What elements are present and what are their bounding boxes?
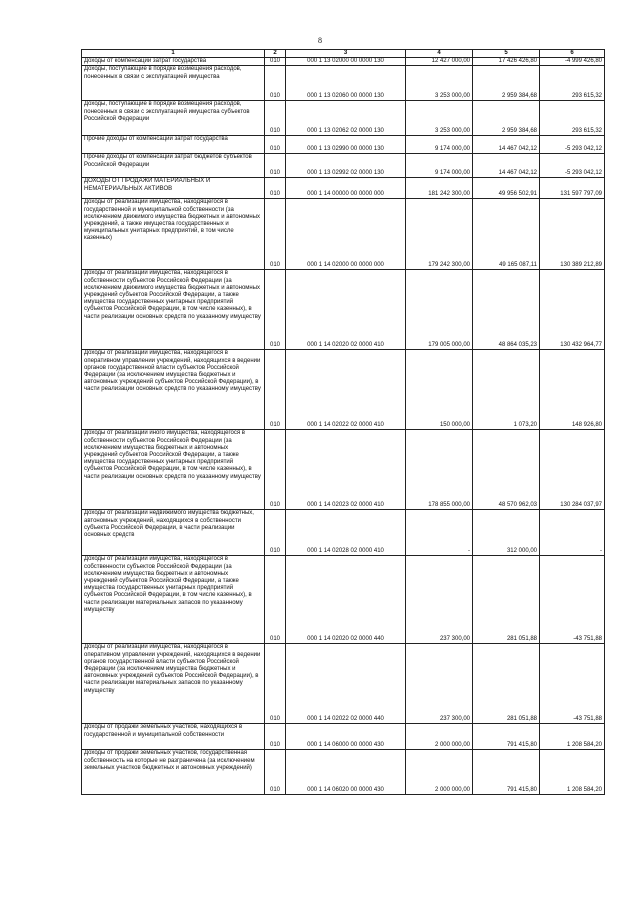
row-unexecuted-amount: 130 432 964,77 <box>560 342 602 349</box>
row-kbk-code-cell <box>286 178 406 199</box>
row-approved-amount-cell <box>406 270 473 350</box>
row-code: 010 <box>269 146 280 153</box>
row-executed-amount-cell <box>473 270 540 350</box>
row-kbk-code-cell <box>286 556 406 644</box>
row-kbk-code-cell <box>286 644 406 724</box>
row-description: Доходы от реализации имущества, находящегося в оперативном управлении учреждений, находящихся в ведении органов государственной власти субъектов Российской Федерации (за исключением имущества бюджетных и автономных учреждений субъектов Российской Федерации), в части реализации материальных запасов по указанному имуществу <box>84 644 261 694</box>
row-kbk-code: 000 1 14 02020 02 0000 410 <box>307 342 384 349</box>
row-kbk-code-cell <box>286 724 406 750</box>
row-unexecuted-amount-cell <box>540 101 605 136</box>
row-executed-amount-cell <box>473 58 540 66</box>
row-approved-amount-cell <box>406 58 473 66</box>
row-approved-amount: 2 000 000,00 <box>434 742 470 749</box>
row-code: 010 <box>269 58 280 65</box>
row-description: Доходы от реализации имущества, находящегося в собственности субъектов Российской Федерации (за исключением движимого имущества бюджетных и автономных учреждений субъектов Российской Федерации, а также имущества государственных унитарных предприятий субъектов Российской Федерации, в том числе казенных), в части реализации основных средств по указанному имуществу <box>84 270 261 320</box>
table-row <box>82 510 605 556</box>
row-executed-amount-cell <box>473 101 540 136</box>
row-code-cell <box>265 644 286 724</box>
row-approved-amount-cell <box>406 644 473 724</box>
row-unexecuted-amount: -5 293 042,12 <box>564 146 602 153</box>
row-kbk-code-cell <box>286 510 406 556</box>
row-unexecuted-amount-cell <box>540 58 605 66</box>
row-executed-amount-cell <box>473 154 540 178</box>
row-approved-amount-cell <box>406 350 473 430</box>
row-unexecuted-amount-cell <box>540 66 605 101</box>
row-kbk-code: 000 1 13 02990 00 0000 130 <box>307 146 384 153</box>
column-header: 1 <box>82 50 265 58</box>
row-description-cell <box>82 58 265 66</box>
row-unexecuted-amount-cell <box>540 350 605 430</box>
column-header: 6 <box>540 50 605 58</box>
row-code: 010 <box>269 548 280 555</box>
row-executed-amount: 14 467 042,12 <box>498 146 537 153</box>
row-kbk-code: 000 1 13 02062 02 0000 130 <box>307 128 384 135</box>
row-code: 010 <box>269 342 280 349</box>
row-approved-amount: 178 855 000,00 <box>428 502 470 509</box>
row-kbk-code-cell <box>286 430 406 510</box>
table-body <box>82 50 605 795</box>
row-approved-amount: 150 000,00 <box>439 422 470 429</box>
row-kbk-code-cell <box>286 154 406 178</box>
header-row <box>82 50 605 58</box>
row-description-cell <box>82 136 265 154</box>
row-unexecuted-amount: 131 597 797,09 <box>560 191 602 198</box>
row-approved-amount-cell <box>406 724 473 750</box>
row-unexecuted-amount: -5 293 042,12 <box>564 170 602 177</box>
row-code-cell <box>265 430 286 510</box>
row-approved-amount-cell <box>406 510 473 556</box>
row-description-cell <box>82 199 265 270</box>
row-approved-amount: 237 300,00 <box>439 716 470 723</box>
row-code-cell <box>265 750 286 795</box>
row-code-cell <box>265 724 286 750</box>
row-executed-amount: 2 959 384,68 <box>501 128 537 135</box>
row-approved-amount: 237 300,00 <box>439 636 470 643</box>
row-approved-amount: 2 000 000,00 <box>434 787 470 794</box>
row-unexecuted-amount-cell <box>540 750 605 795</box>
table-row <box>82 270 605 350</box>
row-description: Доходы, поступающие в порядке возмещения расходов, понесенных в связи с эксплуатацией имущества <box>84 66 242 80</box>
row-code: 010 <box>269 787 280 794</box>
row-approved-amount-cell <box>406 178 473 199</box>
row-code-cell <box>265 154 286 178</box>
row-kbk-code-cell <box>286 101 406 136</box>
table-row <box>82 178 605 199</box>
row-approved-amount: 9 174 000,00 <box>434 146 470 153</box>
row-code-cell <box>265 66 286 101</box>
row-description-cell <box>82 270 265 350</box>
row-code-cell <box>265 58 286 66</box>
row-approved-amount-cell <box>406 66 473 101</box>
row-executed-amount-cell <box>473 350 540 430</box>
row-description: Прочие доходы от компенсации затрат государства <box>84 136 228 143</box>
row-code: 010 <box>269 170 280 177</box>
revenue-table <box>81 49 605 795</box>
row-kbk-code: 000 1 14 02020 02 0000 440 <box>307 636 384 643</box>
row-code: 010 <box>269 716 280 723</box>
row-description: Доходы от реализации недвижимого имущества бюджетных, автономных учреждений, находящихся в собственности субъекта Российской Федерации, в части реализации основных средств <box>84 510 254 539</box>
row-executed-amount: 2 959 384,68 <box>501 93 537 100</box>
table-row <box>82 101 605 136</box>
row-kbk-code-cell <box>286 58 406 66</box>
row-unexecuted-amount: 1 208 584,20 <box>566 787 602 794</box>
row-unexecuted-amount-cell <box>540 644 605 724</box>
row-code: 010 <box>269 191 280 198</box>
row-description-cell <box>82 154 265 178</box>
table-row <box>82 724 605 750</box>
row-kbk-code: 000 1 14 06020 00 0000 430 <box>307 787 384 794</box>
row-kbk-code-cell <box>286 270 406 350</box>
row-description: Доходы, поступающие в порядке возмещения расходов, понесенных в связи с эксплуатацией имущества субъектов Российской Федерации <box>84 101 250 122</box>
row-unexecuted-amount: 293 615,32 <box>571 128 602 135</box>
row-unexecuted-amount: 148 926,80 <box>571 422 602 429</box>
row-unexecuted-amount: 130 284 037,97 <box>560 502 602 509</box>
column-header: 3 <box>286 50 406 58</box>
row-code-cell <box>265 350 286 430</box>
row-executed-amount-cell <box>473 178 540 199</box>
row-unexecuted-amount: -43 751,88 <box>573 636 602 643</box>
row-executed-amount-cell <box>473 510 540 556</box>
row-description: ДОХОДЫ ОТ ПРОДАЖИ МАТЕРИАЛЬНЫХ И НЕМАТЕРИАЛЬНЫХ АКТИВОВ <box>84 178 211 192</box>
row-unexecuted-amount-cell <box>540 154 605 178</box>
row-description-cell <box>82 430 265 510</box>
row-approved-amount: - <box>468 548 470 555</box>
row-kbk-code: 000 1 13 02000 00 0000 130 <box>307 58 384 65</box>
row-kbk-code-cell <box>286 350 406 430</box>
row-code: 010 <box>269 93 280 100</box>
row-kbk-code: 000 1 14 02022 02 0000 410 <box>307 422 384 429</box>
row-unexecuted-amount: 130 389 212,89 <box>560 262 602 269</box>
row-executed-amount-cell <box>473 66 540 101</box>
row-description: Прочие доходы от компенсации затрат бюджетов субъектов Российской Федерации <box>84 154 252 168</box>
row-unexecuted-amount-cell <box>540 724 605 750</box>
row-unexecuted-amount: 1 208 584,20 <box>566 742 602 749</box>
row-description-cell <box>82 644 265 724</box>
row-approved-amount-cell <box>406 136 473 154</box>
row-kbk-code-cell <box>286 66 406 101</box>
table-row <box>82 430 605 510</box>
row-unexecuted-amount-cell <box>540 510 605 556</box>
table-row <box>82 154 605 178</box>
row-kbk-code: 000 1 14 02022 02 0000 440 <box>307 716 384 723</box>
row-unexecuted-amount: -43 751,88 <box>573 716 602 723</box>
row-kbk-code-cell <box>286 136 406 154</box>
table-row <box>82 556 605 644</box>
row-executed-amount: 48 570 962,03 <box>498 502 537 509</box>
row-unexecuted-amount: 293 615,32 <box>571 93 602 100</box>
row-code-cell <box>265 270 286 350</box>
row-unexecuted-amount-cell <box>540 556 605 644</box>
row-kbk-code: 000 1 14 02023 02 0000 410 <box>307 502 384 509</box>
row-code-cell <box>265 136 286 154</box>
row-executed-amount: 312 000,00 <box>506 548 537 555</box>
row-approved-amount-cell <box>406 199 473 270</box>
row-description-cell <box>82 66 265 101</box>
column-header: 4 <box>406 50 473 58</box>
row-kbk-code: 000 1 14 02000 00 0000 000 <box>307 262 384 269</box>
row-description: Доходы от реализации имущества, находящегося в собственности субъектов Российской Федерации (за исключением имущества бюджетных и автономных учреждений субъектов Российской Федерации, а также имущества государственных унитарных предприятий субъектов Российской Федерации, в том числе казенных), в части реализации материальных запасов по указанному имуществу <box>84 556 252 613</box>
row-executed-amount: 14 467 042,12 <box>498 170 537 177</box>
row-unexecuted-amount: -4 999 426,80 <box>564 58 602 65</box>
row-description: Доходы от реализации имущества, находящегося в оперативном управлении учреждений, находящихся в ведении органов государственной власти субъектов Российской Федерации (за исключением имущества бюджетных и автономных учреждений субъектов Российской Федерации), в части реализации основных средств по указанному имуществу <box>84 350 261 393</box>
row-description-cell <box>82 724 265 750</box>
row-description: Доходы от продажи земельных участков, находящихся в государственной и муниципальной собственности <box>84 724 243 738</box>
row-executed-amount-cell <box>473 430 540 510</box>
row-code: 010 <box>269 636 280 643</box>
row-executed-amount-cell <box>473 644 540 724</box>
row-kbk-code: 000 1 14 00000 00 0000 000 <box>307 191 384 198</box>
row-code-cell <box>265 101 286 136</box>
row-unexecuted-amount-cell <box>540 430 605 510</box>
row-executed-amount: 48 864 035,23 <box>498 342 537 349</box>
row-description: Доходы от продажи земельных участков, государственная собственность на которые не разграничена (за исключением земельных участков бюджетных и автономных учреждений) <box>84 750 255 771</box>
row-executed-amount-cell <box>473 750 540 795</box>
row-code-cell <box>265 556 286 644</box>
row-kbk-code-cell <box>286 199 406 270</box>
row-executed-amount: 49 956 502,91 <box>498 191 537 198</box>
row-code: 010 <box>269 502 280 509</box>
row-executed-amount: 281 051,88 <box>506 716 537 723</box>
row-executed-amount-cell <box>473 724 540 750</box>
table-row <box>82 66 605 101</box>
row-unexecuted-amount-cell <box>540 178 605 199</box>
table-row <box>82 350 605 430</box>
row-executed-amount-cell <box>473 136 540 154</box>
row-kbk-code-cell <box>286 750 406 795</box>
row-description: Доходы от реализации иного имущества, находящегося в собственности субъектов Российской Федерации (за исключением имущества бюджетных и автономных учреждений субъектов Российской Федерации, а также имущества государственных унитарных предприятий субъектов Российской Федерации, в том числе казенных), в части реализации основных средств по указанному имуществу <box>84 430 261 480</box>
row-approved-amount-cell <box>406 430 473 510</box>
row-description-cell <box>82 350 265 430</box>
row-executed-amount: 1 073,20 <box>513 422 537 429</box>
row-description-cell <box>82 101 265 136</box>
row-description: Доходы от компенсации затрат государства <box>84 58 207 65</box>
row-description-cell <box>82 178 265 199</box>
row-executed-amount: 791 415,80 <box>506 742 537 749</box>
row-approved-amount: 181 242 300,00 <box>428 191 470 198</box>
row-executed-amount: 17 426 426,80 <box>498 58 537 65</box>
row-code: 010 <box>269 128 280 135</box>
row-approved-amount-cell <box>406 101 473 136</box>
table-row <box>82 750 605 795</box>
row-executed-amount-cell <box>473 556 540 644</box>
row-unexecuted-amount-cell <box>540 270 605 350</box>
table-row <box>82 199 605 270</box>
row-code: 010 <box>269 262 280 269</box>
row-approved-amount: 12 427 000,00 <box>431 58 470 65</box>
row-approved-amount-cell <box>406 750 473 795</box>
row-approved-amount: 3 253 000,00 <box>434 93 470 100</box>
row-executed-amount: 791 415,80 <box>506 787 537 794</box>
row-approved-amount-cell <box>406 154 473 178</box>
row-code: 010 <box>269 422 280 429</box>
row-description: Доходы от реализации имущества, находящегося в государственной и муниципальной собственности (за исключением движимого имущества бюджетных и автономных учреждений, а также имущества государственных и муниципальных унитарных предприятий, в том числе казенных) <box>84 199 261 242</box>
row-description-cell <box>82 556 265 644</box>
row-executed-amount: 49 165 087,11 <box>499 262 537 269</box>
row-code: 010 <box>269 742 280 749</box>
column-header: 5 <box>473 50 540 58</box>
row-approved-amount-cell <box>406 556 473 644</box>
row-description-cell <box>82 750 265 795</box>
row-kbk-code: 000 1 14 06000 00 0000 430 <box>307 742 384 749</box>
row-description-cell <box>82 510 265 556</box>
row-unexecuted-amount: - <box>600 548 602 555</box>
row-kbk-code: 000 1 14 02028 02 0000 410 <box>307 548 384 555</box>
table-row <box>82 644 605 724</box>
row-approved-amount: 179 005 000,00 <box>428 342 470 349</box>
row-unexecuted-amount-cell <box>540 199 605 270</box>
page-number: 8 <box>318 36 322 45</box>
row-kbk-code: 000 1 13 02060 00 0000 130 <box>307 93 384 100</box>
table-row <box>82 136 605 154</box>
row-code-cell <box>265 510 286 556</box>
row-kbk-code: 000 1 13 02992 02 0000 130 <box>307 170 384 177</box>
column-header: 2 <box>265 50 286 58</box>
row-executed-amount-cell <box>473 199 540 270</box>
row-approved-amount: 3 253 000,00 <box>434 128 470 135</box>
row-code-cell <box>265 199 286 270</box>
table-row <box>82 58 605 66</box>
row-unexecuted-amount-cell <box>540 136 605 154</box>
row-approved-amount: 179 242 300,00 <box>428 262 470 269</box>
row-executed-amount: 281 051,88 <box>506 636 537 643</box>
row-code-cell <box>265 178 286 199</box>
row-approved-amount: 9 174 000,00 <box>434 170 470 177</box>
